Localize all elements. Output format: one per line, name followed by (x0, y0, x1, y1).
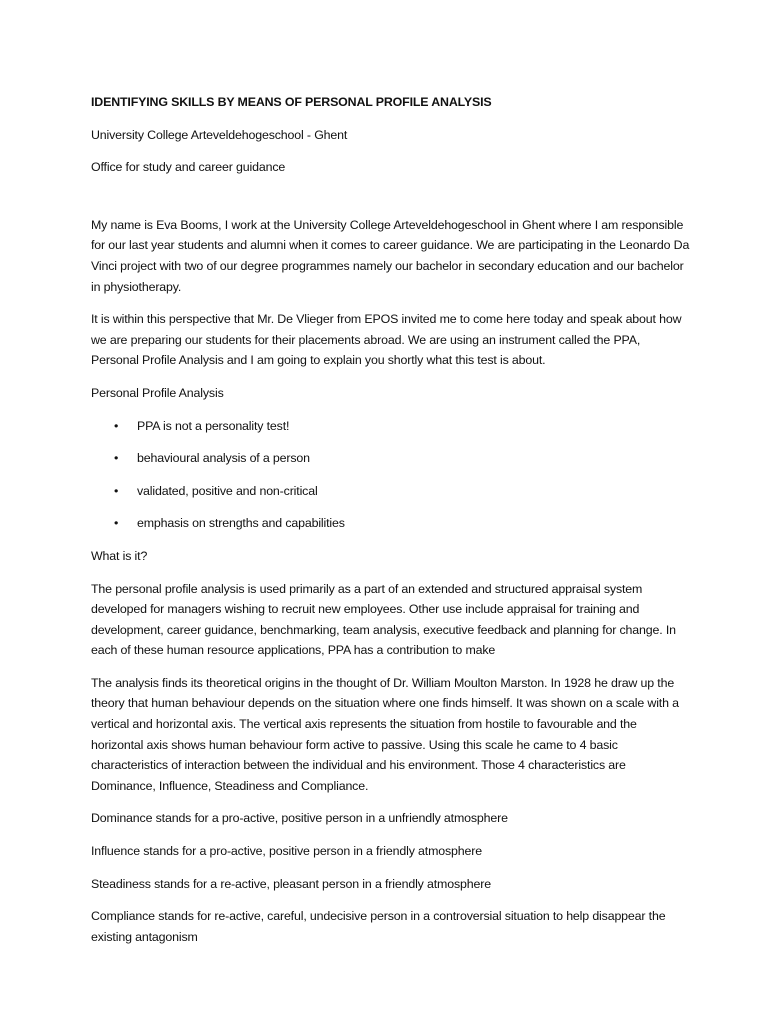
characteristic-compliance (91, 906, 691, 947)
characteristic-term: Compliance (91, 909, 155, 924)
ppa-heading: Personal Profile Analysis (91, 385, 224, 400)
blank-line (91, 190, 691, 215)
ppa-bullet-list (91, 416, 691, 534)
list-item (91, 416, 691, 437)
list-item (91, 513, 691, 534)
characteristic-term: Influence (91, 844, 140, 859)
characteristic-steadiness (91, 874, 691, 895)
what-heading: What is it? (91, 548, 148, 563)
list-item (91, 448, 691, 469)
institution-line: University College Arteveldehogeschool - Ghent (91, 127, 348, 142)
characteristic-description: stands for re-active, careful, undecisive person in a controversial situation to help disappear the existing antagonism (91, 909, 666, 944)
list-item-text: emphasis on strengths and capabilities (137, 516, 345, 531)
list-item (91, 481, 691, 502)
list-item-text: PPA is not a personality test! (137, 418, 290, 433)
intro-paragraph: My name is Eva Booms, I work at the University College Arteveldehogeschool in Ghent where I am responsible for our last year students and alumni when it comes to career guidance. We are participating in the Leonardo Da Vinci project with two of our degree programmes namely our bachelor in secondary education and our bachelor in physiotherapy. (91, 217, 690, 294)
document-page (91, 92, 691, 959)
characteristic-term: Dominance (91, 811, 153, 826)
bullet-icon: • (114, 418, 119, 433)
body-paragraph: The analysis finds its theoretical origins in the thought of Dr. William Moulton Marston. In 1928 he draw up the theory that human behaviour depends on the situation where one finds himself. It was shown on a scale with a vertical and horizontal axis. The vertical axis represents the situation from hostile to favourable and the horizontal axis shows human behaviour form active to passive. Using this scale he came to 4 basic characteristics of interaction between the individual and his environment. Those 4 characteristics are Dominance, Influence, Steadiness and Compliance. (91, 675, 679, 793)
characteristic-term: Steadiness (91, 876, 151, 891)
characteristic-dominance (91, 808, 691, 829)
characteristic-description: stands for a re-active, pleasant person in a friendly atmosphere (150, 876, 491, 891)
list-item-text: behavioural analysis of a person (137, 451, 310, 466)
bullet-icon: • (114, 483, 119, 498)
characteristic-description: stands for a pro-active, positive person in a unfriendly atmosphere (152, 811, 508, 826)
characteristic-influence (91, 841, 691, 862)
list-item-text: validated, positive and non-critical (137, 483, 318, 498)
characteristic-description: stands for a pro-active, positive person in a friendly atmosphere (139, 844, 482, 859)
document-title: IDENTIFYING SKILLS BY MEANS OF PERSONAL PROFILE ANALYSIS (91, 95, 492, 109)
bullet-icon: • (114, 451, 119, 466)
bullet-icon: • (114, 516, 119, 531)
intro-paragraph: It is within this perspective that Mr. De Vlieger from EPOS invited me to come here today and speak about how we are preparing our students for their placements abroad. We are using an instrument called the PPA, Personal Profile Analysis and I am going to explain you shortly what this test is about. (91, 312, 682, 368)
body-paragraph: The personal profile analysis is used primarily as a part of an extended and structured appraisal system developed for managers wishing to recruit new employees. Other use include appraisal for training and development, career guidance, benchmarking, team analysis, executive feedback and planning for change. In each of these human resource applications, PPA has a contribution to make (91, 581, 676, 658)
office-line: Office for study and career guidance (91, 160, 286, 175)
